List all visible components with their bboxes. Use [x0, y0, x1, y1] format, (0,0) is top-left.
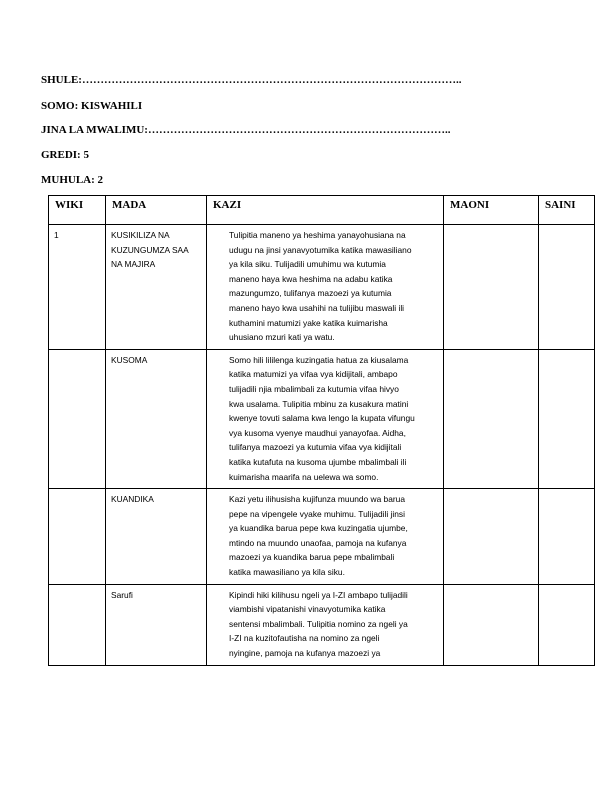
column-header-wiki: WIKI	[49, 196, 106, 225]
mada-cell: KUANDIKA	[106, 489, 207, 585]
mada-cell: KUSIKILIZA NA KUZUNGUMZA SAA NA MAJIRA	[106, 225, 207, 350]
teacher-name-field: JINA LA MWALIMU:………………………………………………………………………..	[41, 124, 451, 136]
column-header-maoni: MAONI	[444, 196, 539, 225]
table-row	[49, 489, 595, 585]
wiki-cell: 1	[49, 225, 106, 350]
column-header-mada: MADA	[106, 196, 207, 225]
wiki-cell	[49, 584, 106, 665]
table-row	[49, 225, 595, 350]
maoni-cell	[444, 489, 539, 585]
mada-cell: KUSOMA	[106, 349, 207, 488]
kazi-cell: Somo hili lililenga kuzingatia hatua za kiusalama katika matumizi ya vifaa vya kidijitali, ambapo tulijadili njia mbalimbali za kutumia vifaa hivyo kwa usalama. Tulipitia mbinu za kusakura matini kwenye tovuti salama kwa lengo la kupata vifungu vya kusoma vyenye maudhui yanayofaa. Aidha, tulifanya mazoezi ya kutumia vifaa vya kidijitali katika kutafuta na kusoma ujumbe mbalimbali ili kuimarisha maarifa na uelewa wa somo.	[207, 349, 444, 488]
mada-cell: Sarufi	[106, 584, 207, 665]
table-row	[49, 584, 595, 665]
column-header-kazi: KAZI	[207, 196, 444, 225]
saini-cell	[539, 489, 595, 585]
subject-field: SOMO: KISWAHILI	[41, 100, 143, 112]
term-field: MUHULA: 2	[41, 174, 104, 186]
kazi-cell: Kazi yetu ilihusisha kujifunza muundo wa barua pepe na vipengele vyake muhimu. Tulijadili jinsi ya kuandika barua pepe kwa kuzingatia ujumbe, mtindo na muundo unaofaa, pamoja na kufanya mazoezi ya kuandika barua pepe mbalimbali katika mawasiliano ya kila siku.	[207, 489, 444, 585]
maoni-cell	[444, 584, 539, 665]
saini-cell	[539, 225, 595, 350]
saini-cell	[539, 584, 595, 665]
maoni-cell	[444, 349, 539, 488]
grade-field: GREDI: 5	[41, 149, 89, 161]
wiki-cell	[49, 489, 106, 585]
table-row	[49, 349, 595, 488]
kazi-cell: Tulipitia maneno ya heshima yanayohusiana na udugu na jinsi yanavyotumika katika mawasiliano ya kila siku. Tulijadili umuhimu wa kutumia maneno haya kwa heshima na adabu katika mazungumzo, tulifanya mazoezi ya kutumia maneno hayo kwa usahihi na tulijibu maswali ili kuthamini matumizi yake katika kuimarisha uhusiano mzuri kati ya watu.	[207, 225, 444, 350]
kazi-cell: Kipindi hiki kilihusu ngeli ya I-ZI ambapo tulijadili viambishi vipatanishi vinavyotumika katika sentensi mbalimbali. Tulipitia nomino za ngeli ya I-ZI na kuzitofautisha na nomino za ngeli nyingine, pamoja na kufanya mazoezi ya	[207, 584, 444, 665]
wiki-cell	[49, 349, 106, 488]
saini-cell	[539, 349, 595, 488]
lesson-record-table	[48, 195, 595, 666]
maoni-cell	[444, 225, 539, 350]
column-header-saini: SAINI	[539, 196, 595, 225]
table-header-row	[49, 196, 595, 225]
school-field: SHULE:…………………………………………………………………………………………..	[41, 74, 462, 86]
